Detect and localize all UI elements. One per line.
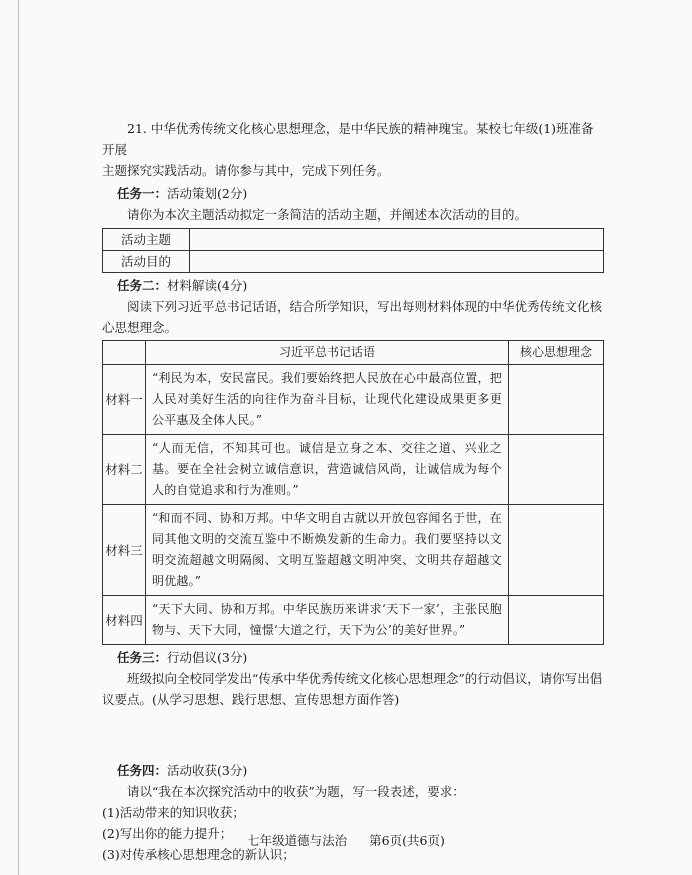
material-label: 材料二: [103, 435, 146, 505]
footer-page-number: 第6页(共6页): [369, 833, 445, 848]
material-label: 材料四: [103, 596, 146, 645]
table-row: [103, 596, 604, 645]
activity-plan-table: [102, 228, 604, 273]
header-quote: 习近平总书记话语: [146, 341, 509, 365]
materials-table: [102, 340, 604, 645]
task4-heading: [102, 760, 604, 781]
task4-item-1: (1)活动带来的知识收获；: [102, 805, 245, 820]
question-intro-line1: 21. 中华优秀传统文化核心思想理念，是中华民族的精神瑰宝。某校七年级(1)班准备开展: [102, 121, 594, 157]
task2-subtitle: 材料解读(4分): [167, 278, 248, 293]
task3-subtitle: 行动倡议(3分): [167, 650, 248, 665]
page-border: [18, 0, 19, 875]
task1-instruction: 请你为本次主题活动拟定一条简洁的活动主题，并阐述本次活动的目的。: [127, 207, 528, 222]
activity-purpose-label: 活动目的: [103, 251, 190, 273]
table-row: [103, 435, 604, 505]
footer-subject: 七年级道德与法治: [247, 833, 348, 848]
material-label: 材料三: [103, 505, 146, 596]
task1-title: 任务一：: [117, 186, 168, 201]
activity-theme-answer[interactable]: [190, 229, 604, 251]
task4-instruction: 请以“我在本次探究活动中的收获”为题，写一段表述，要求：: [127, 784, 465, 799]
material-label: 材料一: [103, 365, 146, 435]
table-row: [103, 365, 604, 435]
material-quote: “天下大同、协和万邦。中华民族历来讲求‘天下一家’，主张民胞物与、天下大同，憧憬‘大道之行，天下为公’的美好世界。”: [146, 596, 509, 645]
task4-item-3: (3)对传承核心思想理念的新认识；: [102, 847, 295, 862]
material-quote: “和而不同、协和万邦。中华文明自古就以开放包容闻名于世，在同其他文明的交流互鉴中不断焕发新的生命力。我们要坚持以文明交流超越文明隔阂、文明互鉴超越文明冲突、文明共存超越文明优越。”: [146, 505, 509, 596]
task2-title: 任务二：: [117, 278, 168, 293]
task4-item-2: (2)写出你的能力提升；: [102, 826, 233, 841]
page-footer: [0, 830, 692, 851]
table-header-row: [103, 341, 604, 365]
material-answer[interactable]: [509, 596, 604, 645]
question-intro-line2: 主题探究实践活动。请你参与其中，完成下列任务。: [102, 163, 390, 178]
task1-heading: [102, 183, 604, 204]
task3-heading: [102, 647, 604, 668]
table-row: [103, 505, 604, 596]
task2-instruction: 阅读下列习近平总书记话语，结合所学知识，写出每则材料体现的中华优秀传统文化核心思想理念。: [102, 299, 603, 335]
table-row: [103, 229, 604, 251]
material-answer[interactable]: [509, 365, 604, 435]
header-core: 核心思想理念: [509, 341, 604, 365]
activity-purpose-answer[interactable]: [190, 251, 604, 273]
task2-heading: [102, 275, 604, 296]
material-answer[interactable]: [509, 505, 604, 596]
task4-title: 任务四：: [117, 763, 168, 778]
answer-space[interactable]: [102, 710, 604, 758]
table-row: [103, 251, 604, 273]
task4-subtitle: 活动收获(3分): [167, 763, 248, 778]
activity-theme-label: 活动主题: [103, 229, 190, 251]
material-answer[interactable]: [509, 435, 604, 505]
material-quote: “利民为本，安民富民。我们要始终把人民放在心中最高位置，把人民对美好生活的向往作为奋斗目标，让现代化建设成果更多更公平惠及全体人民。”: [146, 365, 509, 435]
task1-subtitle: 活动策划(2分): [167, 186, 248, 201]
task3-title: 任务三：: [117, 650, 168, 665]
material-quote: “人而无信，不知其可也。诚信是立身之本、交往之道、兴业之基。要在全社会树立诚信意识，营造诚信风尚，让诚信成为每个人的自觉追求和行为准则。”: [146, 435, 509, 505]
header-blank: [103, 341, 146, 365]
task3-instruction: 班级拟向全校同学发出“传承中华优秀传统文化核心思想理念”的行动倡议，请你写出倡议要点。(从学习思想、践行思想、宣传思想方面作答): [102, 671, 603, 707]
